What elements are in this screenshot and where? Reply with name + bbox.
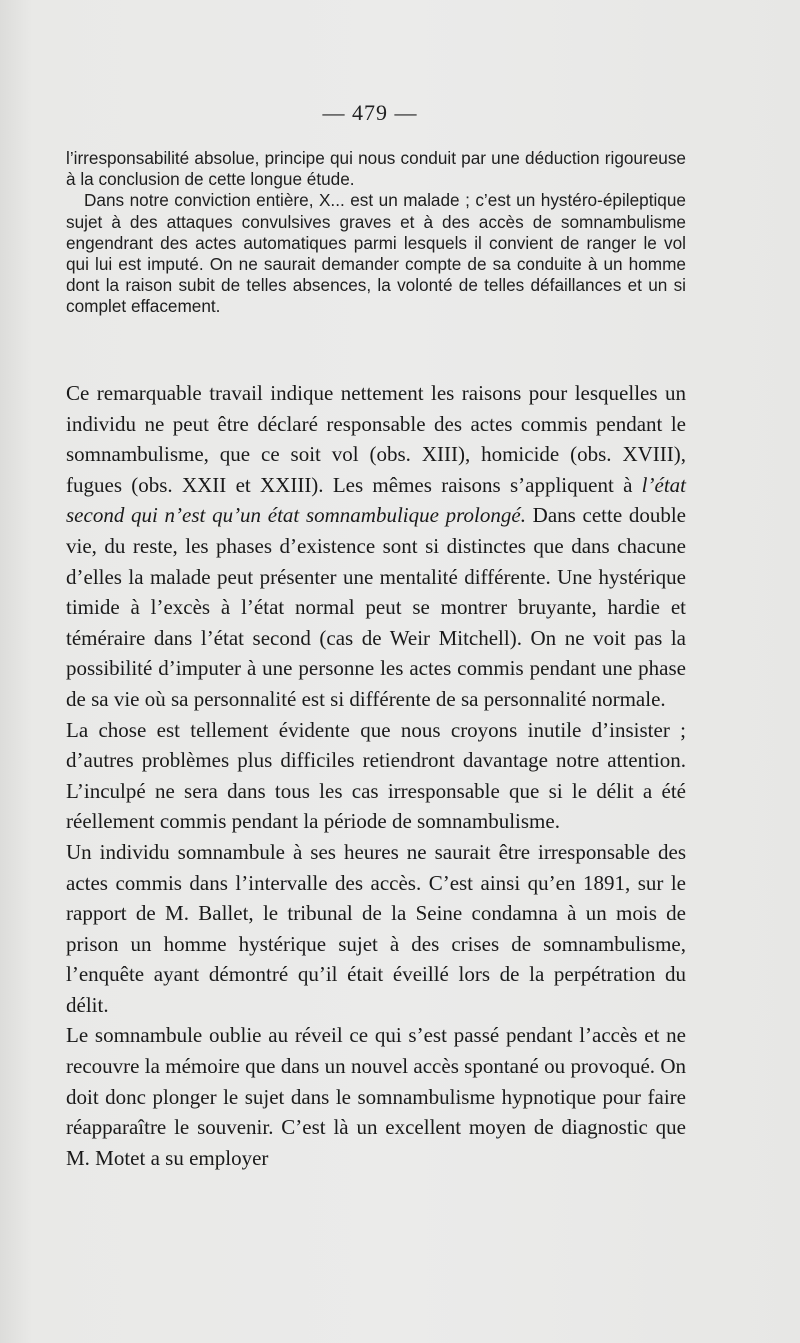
italic-phrase: l’état second qui n’est qu’un état somnambulique prolongé. — [66, 472, 686, 528]
text-run: Dans cette double vie, du reste, les phases d’existence sont si distinctes que dans chacune d’elles la malade peut présenter une mentalité différente. Une hystérique timide à l’excès à l’état normal peut se montrer bruyante, hardie et téméraire dans l’état second (cas de Weir Mitchell). On ne voit pas la possibilité d’imputer à une personne les actes commis pendant une phase de sa vie où sa personnalité est si différente de sa personnalité normale. — [66, 503, 686, 711]
paragraph: l’irresponsabilité absolue, principe qui nous conduit par une déduction rigoureuse à la conclusion de cette longue étude. — [66, 148, 686, 190]
page-number: — 479 — — [322, 100, 418, 125]
text-run: Ce remarquable travail indique nettement les raisons pour lesquelles un individu ne peut être déclaré responsable des actes commis pendant le somnambulisme, que ce soit vol (obs. XIII), homicide (obs. XVIII), fugues (obs. XXII et XXIII). Les mêmes raisons s’appliquent à — [66, 381, 686, 497]
paragraph: Un individu somnambule à ses heures ne saurait être irresponsable des actes commis dans l’intervalle des accès. C’est ainsi qu’en 1891, sur le rapport de M. Ballet, le tribunal de la Seine condamna à un mois de prison un homme hystérique sujet à des crises de somnambulisme, l’enquête ayant démontré qu’il était éveillé lors de la perpétration du délit. — [66, 839, 686, 1017]
paragraph: Dans notre conviction entière, X... est un malade ; c’est un hystéro-épileptique sujet à des attaques convulsives graves et à des accès de somnambulisme engendrant des actes automatiques parmi lesquels il convient de ranger le vol qui lui est imputé. On ne saurait demander compte de sa conduite à un homme dont la raison subit de telles absences, la volonté de telles défaillances et un si complet effacement. — [66, 190, 686, 317]
quoted-report-block — [66, 148, 686, 318]
paragraph: La chose est tellement évidente que nous croyons inutile d’insister ; d’autres problèmes plus difficiles retiendront davantage notre attention. L’inculpé ne sera dans tous les cas irresponsable que si le délit a été réellement commis pendant la période de somnambulisme. — [66, 717, 686, 834]
paragraph: Le somnambule oublie au réveil ce qui s’est passé pendant l’accès et ne recouvre la mémoire que dans un nouvel accès spontané ou provoqué. On doit donc plonger le sujet dans le somnambulisme hypnotique pour faire réapparaître le souvenir. C’est là un excellent moyen de diagnostic que M. Motet a su employer — [66, 1023, 686, 1170]
main-text-block — [66, 378, 686, 1173]
paragraph — [66, 378, 686, 715]
